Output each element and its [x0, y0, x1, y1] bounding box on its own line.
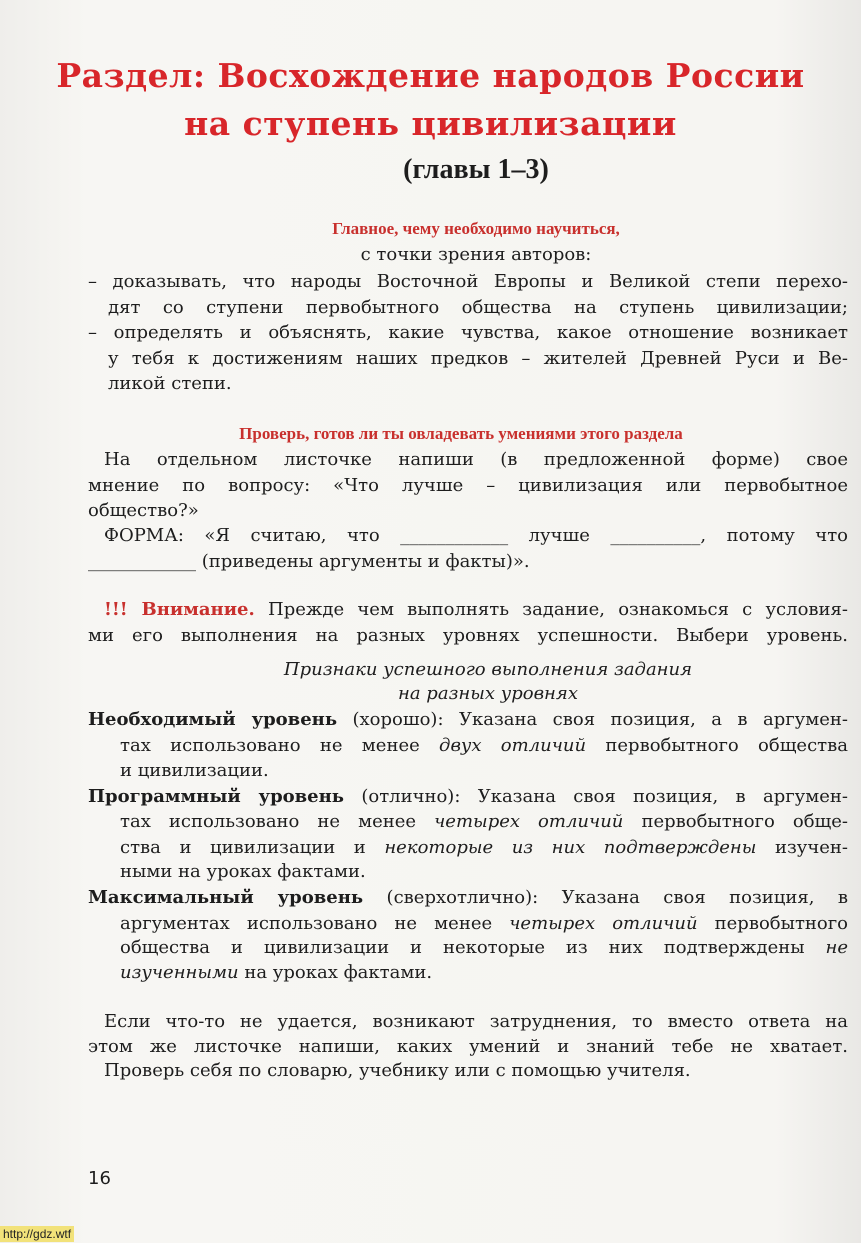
text-segment: не [825, 937, 848, 958]
text-segment: Проверь себя по словарю, учебнику или с помощью учителя. [104, 1060, 691, 1081]
level-name: Необходимый уровень [88, 709, 338, 730]
text-line [88, 1036, 848, 1058]
text-line [88, 683, 861, 705]
goals-heading: Главное, чему необходимо научиться, [332, 219, 620, 238]
text-segment: аргументах использовано не менее [120, 913, 510, 934]
text-segment: первобытного общества [586, 735, 848, 756]
text-segment: ____________ (приведены аргументы и факты)». [88, 551, 530, 572]
text-segment: Признаки успешного выполнения задания [283, 659, 693, 680]
check-heading: Проверь, готов ли ты овладевать умениями этого раздела [239, 424, 683, 443]
chapters-subtitle: (главы 1–3) [403, 154, 549, 185]
text-segment: ства и цивилизации и [120, 837, 385, 858]
level-name: Максимальный уровень [88, 887, 364, 908]
text-line [104, 449, 848, 471]
text-segment: (хорошо): Указана своя позиция, а в аргумен- [337, 709, 848, 730]
section-title-line-2: на ступень цивилизации [184, 104, 677, 143]
text-segment: мнение по вопросу: «Что лучше – цивилизация или первобытное [88, 475, 848, 496]
text-segment: ными на уроках фактами. [120, 861, 366, 882]
goals-subheading: с точки зрения авторов: [360, 244, 592, 265]
section-title-line-1: Раздел: Восхождение народов России [56, 56, 805, 95]
text-line [108, 297, 848, 319]
text-segment: общество?» [88, 500, 199, 521]
text-segment: тах использовано не менее [120, 735, 440, 756]
text-line [88, 500, 848, 522]
source-link[interactable]: http://gdz.wtf [0, 1226, 74, 1242]
text-line [88, 475, 848, 497]
text-segment: на уроках фактами. [238, 962, 433, 983]
text-line [104, 599, 848, 621]
text-segment: (отлично): Указана своя позиция, в аргумен- [344, 786, 849, 807]
page-number: 16 [88, 1168, 111, 1189]
text-line [104, 1060, 848, 1082]
text-segment: на разных уровнях [398, 683, 578, 704]
text-segment: – определять и объяснять, какие чувства, какое отношение возникает [88, 322, 848, 343]
text-line [120, 861, 848, 883]
text-segment: На отдельном листочке напиши (в предложенной форме) свое [104, 449, 848, 470]
text-segment: изученными [120, 962, 239, 983]
text-line [88, 659, 861, 681]
text-segment: двух отличий [439, 735, 587, 756]
text-segment: Прежде чем выполнять задание, ознакомься с условия- [254, 599, 848, 620]
text-line [120, 962, 848, 984]
text-segment: Если что-то не удается, возникают затруднения, то вместо ответа на [104, 1011, 848, 1032]
text-segment: (сверхотлично): Указана своя позиция, в [363, 887, 849, 908]
text-line [120, 760, 848, 782]
text-line [108, 348, 848, 370]
text-line [88, 786, 848, 808]
text-segment: дят со ступени первобытного общества на ступень цивилизации; [108, 297, 848, 318]
text-line [120, 937, 848, 959]
text-segment: ФОРМА: «Я считаю, что ____________ лучше __________, потому что [104, 525, 848, 546]
text-segment: ликой степи. [108, 373, 232, 394]
text-segment: и цивилизации. [120, 760, 269, 781]
text-segment: первобытного обще- [623, 811, 848, 832]
level-name: Программный уровень [88, 786, 345, 807]
text-line [88, 551, 848, 573]
text-line [108, 373, 848, 395]
text-segment: четырех отличий [509, 913, 698, 934]
text-segment: у тебя к достижениям наших предков – жителей Древней Руси и Ве- [108, 348, 848, 369]
text-line [88, 887, 848, 909]
text-segment: общества и цивилизации и некоторые из них подтверждены [120, 937, 826, 958]
text-line [120, 735, 848, 757]
text-segment: ми его выполнения на разных уровнях успешности. Выбери уровень. [88, 625, 848, 646]
text-line [120, 837, 848, 859]
text-line [88, 625, 848, 647]
text-segment: первобытного [697, 913, 849, 934]
text-segment: некоторые из них подтверждены [384, 837, 757, 858]
text-line [88, 709, 848, 731]
text-segment: тах использовано не менее [120, 811, 435, 832]
text-line [120, 913, 848, 935]
attention-label: !!! Внимание. [104, 599, 255, 620]
text-segment: изучен- [756, 837, 848, 858]
text-line [120, 811, 848, 833]
text-line [104, 525, 848, 547]
text-segment: четырех отличий [434, 811, 624, 832]
text-line [88, 322, 848, 344]
text-line [104, 1011, 848, 1033]
text-line [88, 271, 848, 293]
text-segment: – доказывать, что народы Восточной Европы и Великой степи перехо- [88, 271, 848, 292]
text-segment: этом же листочке напиши, каких умений и знаний тебе не хватает. [88, 1036, 848, 1057]
